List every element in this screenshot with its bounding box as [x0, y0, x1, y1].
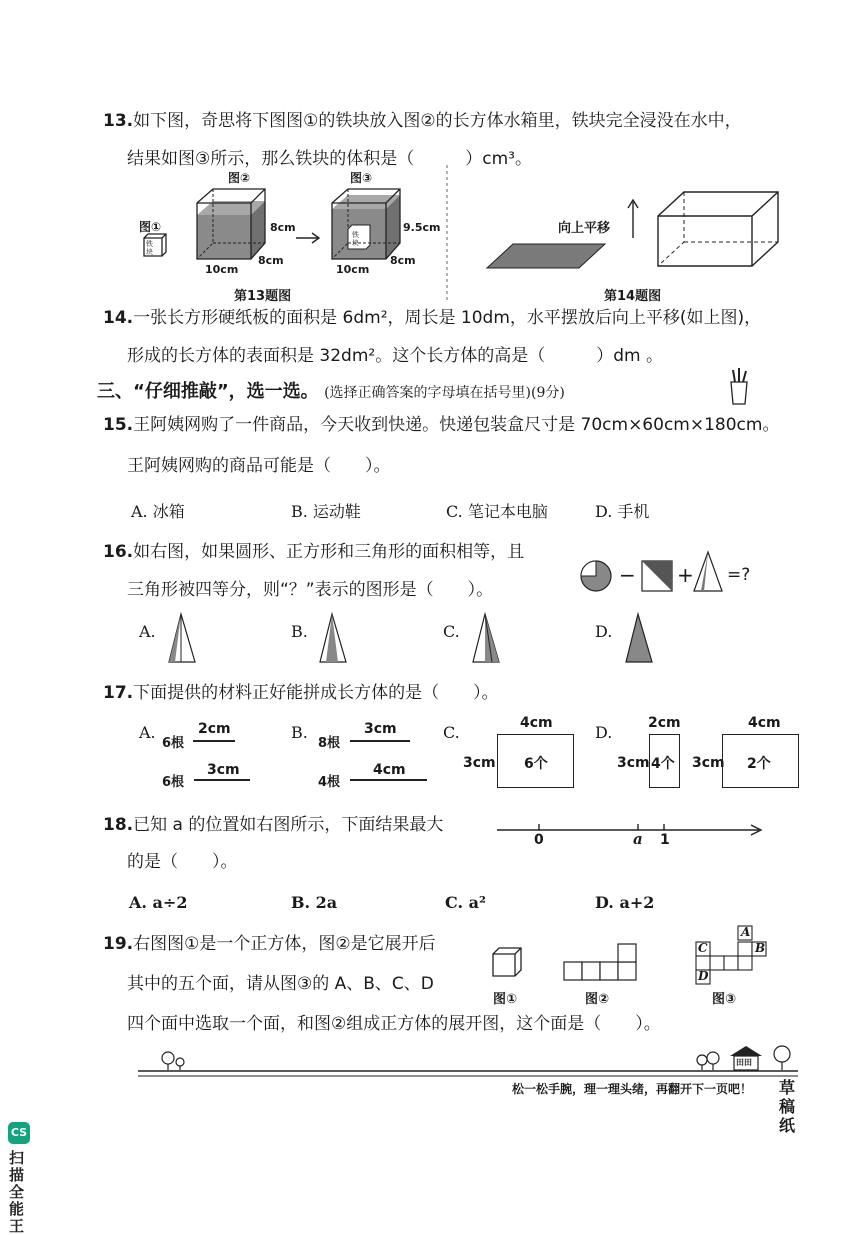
q17-d-c2: 2个 [747, 756, 771, 772]
q19-net-figure [563, 942, 641, 982]
q17-a-row1-count: 6根 [162, 736, 185, 751]
q13-caption: 第13题图 [234, 289, 292, 304]
q18-text1: 已知 a 的位置如右图所示，下面结果最大 [133, 815, 444, 835]
q13-fig2-width: 8cm [258, 254, 284, 267]
q15-option-d: D. 手机 [595, 502, 650, 521]
q17-option-d-label: D. [595, 723, 613, 742]
q17-number: 17. [103, 683, 134, 703]
q17-b-row1-count: 8根 [318, 736, 341, 751]
watermark-badge: CS [8, 1122, 30, 1144]
q17-a-row2-length: 3cm [207, 762, 240, 778]
q19-face-b: B [755, 941, 766, 955]
q17-d-w1: 2cm [648, 715, 681, 731]
q17-d-h1: 3cm [617, 755, 650, 771]
q17-d-w2: 4cm [748, 715, 781, 731]
q19-face-a: A [741, 925, 751, 939]
q17-c-count: 6个 [524, 756, 548, 772]
q15-option-a: A. 冰箱 [131, 502, 185, 521]
q17-c-width: 4cm [520, 715, 553, 731]
q14-move-up-label: 向上平移 [558, 221, 611, 236]
q15-option-c: C. 笔记本电脑 [446, 502, 548, 521]
q16-option-c-triangle [471, 612, 501, 664]
q19-fig2-label: 图② [585, 992, 610, 1007]
q16-option-d-triangle [624, 612, 654, 664]
q17-text1: 下面提供的材料正好能拼成长方体的是（ ）。 [133, 683, 499, 703]
q19-line2: 其中的五个面，请从图③的 A、B、C、D [127, 974, 434, 994]
q13-fig3-width: 8cm [390, 254, 416, 267]
q16-option-b-label: B. [291, 622, 308, 641]
q16-number: 16. [103, 542, 134, 562]
q17-b-row2-length: 4cm [373, 762, 406, 778]
q16-equation-figure [580, 550, 730, 595]
q16-option-d-label: D. [595, 622, 613, 641]
q16-op-equals: =? [727, 565, 751, 585]
q17-option-c-label: C. [443, 723, 460, 742]
q17-option-b-label: B. [291, 723, 308, 742]
q17-b-row1-length: 3cm [364, 721, 397, 737]
q17-c-height: 3cm [463, 755, 496, 771]
q18-option-c: C. a² [445, 893, 486, 912]
q16-option-a-triangle [167, 612, 197, 664]
q16-line2: 三角形被四等分，则“？”表示的图形是（ ）。 [127, 580, 494, 600]
footer-draft-label: 草稿纸 [779, 1078, 796, 1135]
q13-arrow [294, 232, 324, 244]
q17-d-h2: 3cm [692, 755, 725, 771]
q18-axis-one: 1 [660, 832, 670, 848]
q19-number: 19. [103, 934, 134, 954]
q13-tank2-figure [195, 185, 275, 265]
q13-iron-label-1: 铁块 [146, 240, 153, 256]
q13-fig2-height: 8cm [270, 221, 296, 234]
section3-title: 三、“仔细推敲”，选一选。 [97, 381, 319, 402]
q18-option-a: A. a÷2 [129, 893, 188, 912]
q17-b-row1-stick [350, 740, 410, 742]
q13-iron-label-3: 铁块 [352, 231, 359, 247]
q17-b-row2-count: 4根 [318, 775, 341, 790]
q18-axis-zero: 0 [534, 832, 544, 848]
q14-line2: 形成的长方体的表面积是 32dm²。这个长方体的高是（ ）dm 。 [127, 346, 663, 366]
q19-face-d: D [698, 969, 709, 983]
q15-option-b: B. 运动鞋 [291, 502, 361, 521]
q18-axis-a: a [633, 830, 643, 848]
q16-text1: 如右图，如果圆形、正方形和三角形的面积相等，且 [133, 542, 525, 562]
q17-d-c1: 4个 [651, 756, 675, 772]
q13-number: 13. [103, 111, 134, 131]
footer-house-sign: 田田 [736, 1058, 752, 1067]
q13-fig3-label: 图③ [350, 171, 373, 185]
q18-line1 [103, 814, 443, 836]
q14-cardboard-figure [485, 240, 610, 272]
q14-text1: 一张长方形硬纸板的面积是 6dm²，周长是 10dm，水平摆放后向上平移(如上图)， [133, 308, 762, 328]
footer-scenery [138, 1040, 798, 1080]
q13-fig3-height: 9.5cm [403, 221, 441, 234]
q13-line1 [103, 110, 742, 132]
q17-a-row1-stick [193, 740, 235, 742]
q13-fig3-length: 10cm [336, 263, 370, 276]
q16-line1 [103, 541, 524, 563]
q14-up-arrow [627, 198, 639, 240]
q19-text1: 右图图①是一个正方体，图②是它展开后 [133, 934, 436, 954]
q13-tank3-figure [330, 185, 410, 265]
q14-number: 14. [103, 308, 134, 328]
q13-fig2-length: 10cm [205, 263, 239, 276]
q13-text1: 如下图，奇思将下图图①的铁块放入图②的长方体水箱里，铁块完全浸没在水中， [133, 111, 742, 131]
q16-op-plus: + [677, 563, 694, 587]
q18-number: 18. [103, 815, 134, 835]
q19-cube-figure [491, 946, 525, 980]
pencil-cup-icon [727, 368, 749, 406]
footer-message: 松一松手腕，理一理头绪，再翻开下一页吧！ [512, 1082, 753, 1096]
q15-line2: 王阿姨网购的商品可能是（ ）。 [127, 456, 391, 476]
q17-line1 [103, 682, 499, 704]
q17-a-row1-length: 2cm [198, 721, 231, 737]
figure-divider [446, 165, 450, 300]
q19-face-c: C [698, 941, 708, 955]
q17-a-row2-stick [194, 779, 250, 781]
q15-number: 15. [103, 415, 134, 435]
q16-option-b-triangle [318, 612, 348, 664]
q16-option-c-label: C. [443, 622, 460, 641]
q15-text1: 王阿姨网购了一件商品，今天收到快递。快递包装盒尺寸是 70cm×60cm×180cm。 [133, 415, 780, 435]
section3-note: (选择正确答案的字母填在括号里)(9分) [324, 385, 565, 401]
q15-line1 [103, 414, 779, 436]
q19-line3: 四个面中选取一个面，和图②组成正方体的展开图，这个面是（ ）。 [127, 1014, 661, 1034]
q14-cuboid-figure [656, 190, 782, 270]
q13-fig1-label: 图① [139, 220, 162, 234]
q16-op-minus: − [619, 563, 636, 587]
q17-a-row2-count: 6根 [162, 775, 185, 790]
q18-option-b: B. 2a [291, 893, 338, 912]
q18-line2: 的是（ ）。 [127, 852, 238, 872]
q14-line1 [103, 307, 761, 329]
q17-option-a-label: A. [139, 723, 156, 742]
q13-line2: 结果如图③所示，那么铁块的体积是（ ）cm³。 [127, 149, 532, 169]
q19-fig3-label: 图③ [712, 992, 737, 1007]
q17-b-row2-stick [350, 779, 427, 781]
q14-caption: 第14题图 [604, 289, 662, 304]
q16-option-a-label: A. [139, 622, 156, 641]
q19-line1 [103, 933, 436, 955]
q18-option-d: D. a+2 [595, 893, 655, 912]
q13-fig2-label: 图② [228, 171, 251, 185]
watermark-text: 扫描全能王 [9, 1149, 25, 1235]
section3-header [97, 381, 565, 404]
q19-fig1-label: 图① [493, 992, 518, 1007]
